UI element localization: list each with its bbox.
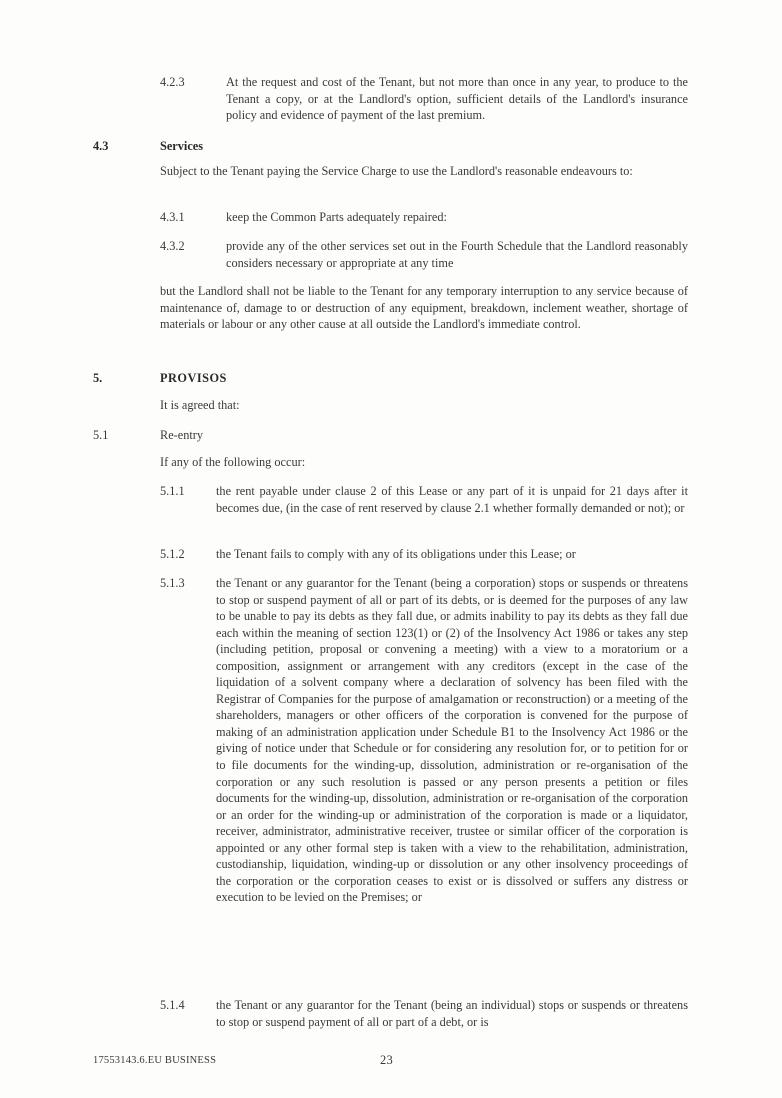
page-number: 23 bbox=[380, 1053, 393, 1067]
clause-number: 5.1.3 bbox=[160, 576, 185, 590]
section-intro: It is agreed that: bbox=[160, 398, 240, 412]
clause-text: provide any of the other services set out in the Fourth Schedule that the Landlord reasonably considers necessary or appropriate at any time bbox=[226, 239, 688, 270]
clause-text: the rent payable under clause 2 of this Lease or any part of it is unpaid for 21 days after it becomes due, (in the case of rent reserved by clause 2.1 whether formally demanded or not); or bbox=[216, 484, 688, 515]
clause-text: keep the Common Parts adequately repaired: bbox=[226, 210, 447, 224]
document-reference: 17553143.6.EU BUSINESS bbox=[93, 1055, 217, 1066]
section-number: 4.3 bbox=[93, 139, 109, 153]
clause-number: 5.1.2 bbox=[160, 547, 185, 561]
clause-number: 4.3.1 bbox=[160, 210, 185, 224]
clause-text: the Tenant or any guarantor for the Tenant (being an individual) stops or suspends or threatens to stop or suspend payment of all or part of a debt, or is bbox=[216, 998, 688, 1029]
clause-text: the Tenant fails to comply with any of its obligations under this Lease; or bbox=[216, 547, 576, 561]
clause-number: 4.3.2 bbox=[160, 239, 185, 253]
section-intro: If any of the following occur: bbox=[160, 455, 306, 469]
section-number: 5. bbox=[93, 371, 103, 385]
section-number: 5.1 bbox=[93, 428, 109, 442]
clause-text: the Tenant or any guarantor for the Tenant (being a corporation) stops or suspends or threatens to stop or suspend payment of all or part of its debts, or is deemed for the purposes of any law to be unable to pay its debts as they fall due, or admits inability to pay its debts as they fall due each within the meaning of section 123(1) or (2) of the Insolvency Act 1986 or takes any step (including petition, proposal or convening a meeting) with a view to a moratorium or a composition, assignment or arrangement with any creditors (except in the case of the liquidation of a solvent company where a declaration of solvency has been filed with the Registrar of Companies for the purpose of amalgamation or reconstruction) or a meeting of the shareholders, managers or other officers of the corporation is convened for the purpose of making of an administration application under Schedule B1 to the Insolvency Act 1986 or the giving of notice under that Schedule or for considering any resolution for, or to petition for or to file documents for the winding-up, dissolution, administration or re-organisation of the corporation or any such resolution is passed or any person presents a petition or files documents for the winding-up, dissolution, administration or re-organisation of the corporation or an order for the winding-up or administration of the corporation is made or a liquidator, receiver, administrator, administrative receiver, trustee or similar officer of the corporation is appointed or any other formal step is taken with a view to the rehabilitation, administration, custodianship, liquidation, winding-up or dissolution or any other insolvency proceedings of the corporation or the corporation ceases to exist or is dissolved or suffers any distress or execution to be levied on the Premises; or bbox=[216, 576, 688, 905]
clause-number: 4.2.3 bbox=[160, 75, 185, 89]
clause-number: 5.1.1 bbox=[160, 484, 185, 498]
proviso-text: but the Landlord shall not be liable to the Tenant for any temporary interruption to any service because of maintenance of, damage to or destruction of any equipment, breakdown, inclement weather, shortage of materials or labour or any other cause at all outside the Landlord's immediate control. bbox=[160, 284, 688, 332]
clause-number: 5.1.4 bbox=[160, 998, 185, 1012]
section-heading: PROVISOS bbox=[160, 371, 227, 385]
section-heading: Services bbox=[160, 139, 204, 153]
section-heading: Re-entry bbox=[160, 428, 204, 442]
section-intro: Subject to the Tenant paying the Service Charge to use the Landlord's reasonable endeavours to: bbox=[160, 164, 633, 178]
clause-text: At the request and cost of the Tenant, but not more than once in any year, to produce to the Tenant a copy, or at the Landlord's option, sufficient details of the Landlord's insurance policy and evidence of payment of the last premium. bbox=[226, 75, 688, 123]
